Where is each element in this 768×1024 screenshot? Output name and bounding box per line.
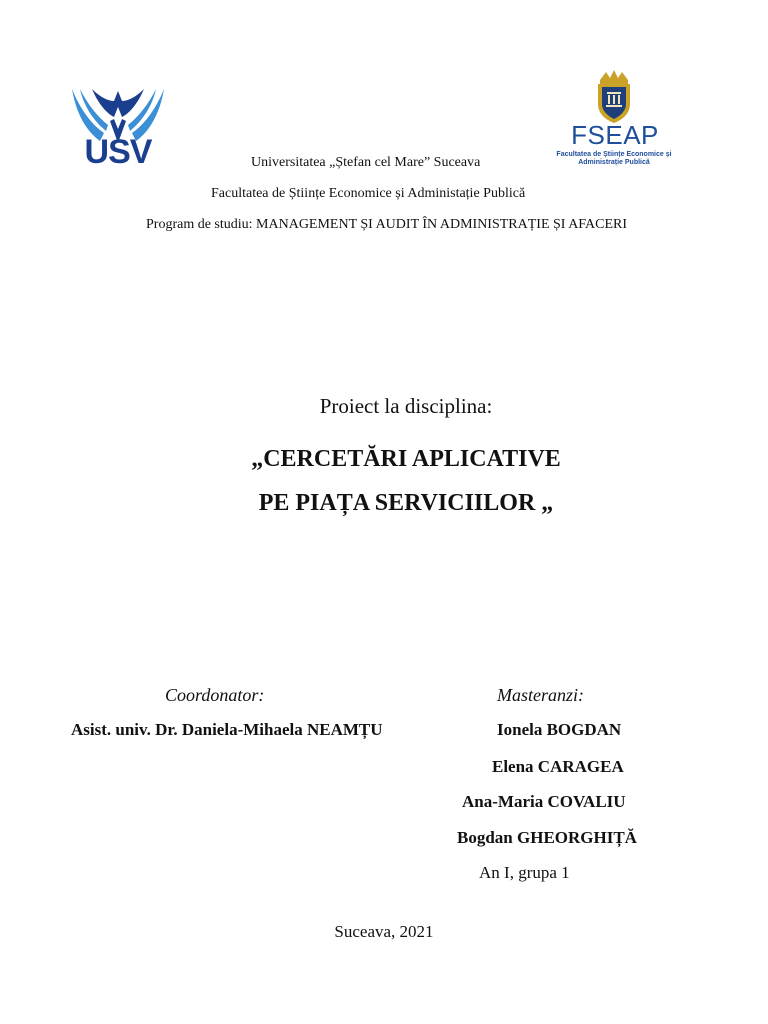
student-name: Ana-Maria COVALIU xyxy=(462,792,626,811)
project-title-line-1: „CERCETĂRI APLICATIVE xyxy=(251,446,561,472)
student-name: Bogdan GHEORGHIȚĂ xyxy=(457,828,637,847)
study-program: Program de studiu: MANAGEMENT ȘI AUDIT ÎN ADMINISTRAȚIE ȘI AFACERI xyxy=(146,217,628,232)
project-intro: Proiect la disciplina: xyxy=(319,394,493,418)
fseap-crest-icon xyxy=(594,70,634,124)
coordinator-label: Coordonator: xyxy=(165,685,265,705)
fseap-logo-subtitle: Facultatea de Științe Economice și Administrație Publică xyxy=(556,151,672,166)
fseap-logo-name: FSEAP xyxy=(571,120,659,150)
student-name: Ionela BOGDAN xyxy=(497,720,622,739)
project-title-line-2: PE PIAȚA SERVICIILOR „ xyxy=(258,490,554,516)
student-group: An I, grupa 1 xyxy=(479,863,570,882)
university-name: Universitatea „Ștefan cel Mare” Suceava xyxy=(251,155,481,170)
students-label: Masteranzi: xyxy=(497,685,584,705)
place-and-date: Suceava, 2021 xyxy=(334,922,434,941)
coordinator-name: Asist. univ. Dr. Daniela-Mihaela NEAMȚU xyxy=(71,720,383,739)
usv-logo-text: USV xyxy=(84,133,152,171)
faculty-name: Facultatea de Științe Economice și Administație Publică xyxy=(211,186,526,201)
student-name: Elena CARAGEA xyxy=(492,757,624,776)
